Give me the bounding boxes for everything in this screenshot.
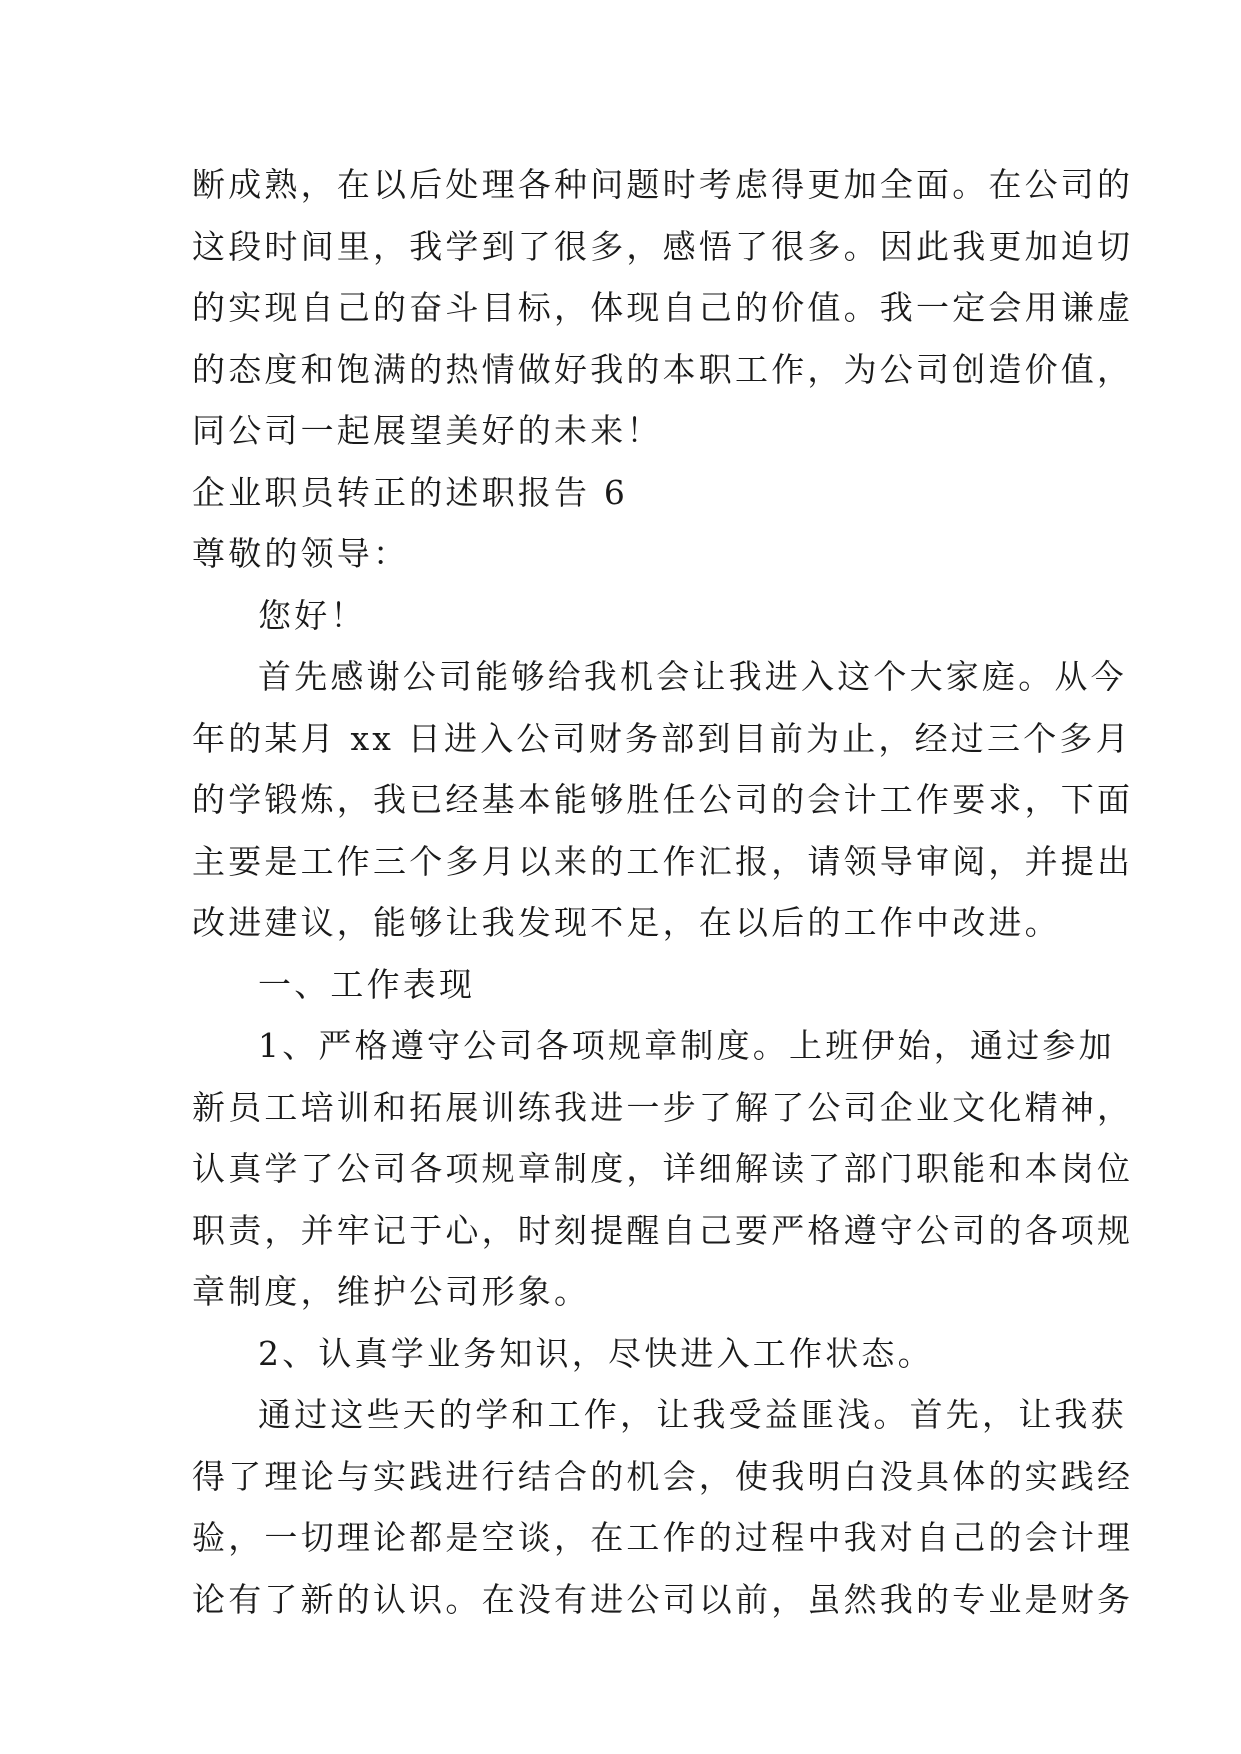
- text-line: 新员工培训和拓展训练我进一步了解了公司企业文化精神，: [192, 1087, 1134, 1127]
- text-line: 得了理论与实践进行结合的机会，使我明白没具体的实践经: [192, 1456, 1134, 1496]
- text-line: 2、认真学业务知识，尽快进入工作状态。: [258, 1333, 934, 1373]
- text-line: 同公司一起展望美好的未来！: [192, 411, 663, 450]
- document-body: [192, 154, 1134, 1630]
- text-line: 断成熟，在以后处理各种问题时考虑得更加全面。在公司的: [192, 165, 1134, 204]
- text-line: 1、严格遵守公司各项规章制度。上班伊始，通过参加: [258, 1026, 1115, 1065]
- text-line: 章制度，维护公司形象。: [192, 1272, 591, 1311]
- text-line: 职责，并牢记于心，时刻提醒自己要严格遵守公司的各项规: [192, 1210, 1134, 1250]
- text-line: 首先感谢公司能够给我机会让我进入这个大家庭。从今: [258, 657, 1127, 696]
- text-line: 认真学了公司各项规章制度，详细解读了部门职能和本岗位: [192, 1149, 1134, 1188]
- text-line: 尊敬的领导：: [192, 534, 410, 573]
- text-line: 这段时间里，我学到了很多，感悟了很多。因此我更加迫切: [192, 226, 1134, 266]
- text-line: 年的某月 xx 日进入公司财务部到目前为止，经过三个多月: [192, 718, 1132, 758]
- text-line: 一、工作表现: [258, 964, 476, 1004]
- text-line: 验，一切理论都是空谈，在工作的过程中我对自己的会计理: [192, 1518, 1134, 1557]
- text-line: 的学锻炼，我已经基本能够胜任公司的会计工作要求，下面: [192, 780, 1134, 819]
- text-line: 企业职员转正的述职报告 6: [192, 472, 629, 512]
- text-line: 您好！: [258, 595, 367, 635]
- text-line: 论有了新的认识。在没有进公司以前，虽然我的专业是财务: [192, 1579, 1134, 1619]
- text-line: 通过这些天的学和工作，让我受益匪浅。首先，让我获: [258, 1395, 1127, 1434]
- text-line: 的实现自己的奋斗目标，体现自己的价值。我一定会用谦虚: [192, 288, 1134, 327]
- text-line: 的态度和饱满的热情做好我的本职工作，为公司创造价值，: [192, 349, 1134, 389]
- text-line: 改进建议，能够让我发现不足，在以后的工作中改进。: [192, 903, 1061, 942]
- text-line: 主要是工作三个多月以来的工作汇报，请领导审阅，并提出: [192, 841, 1134, 881]
